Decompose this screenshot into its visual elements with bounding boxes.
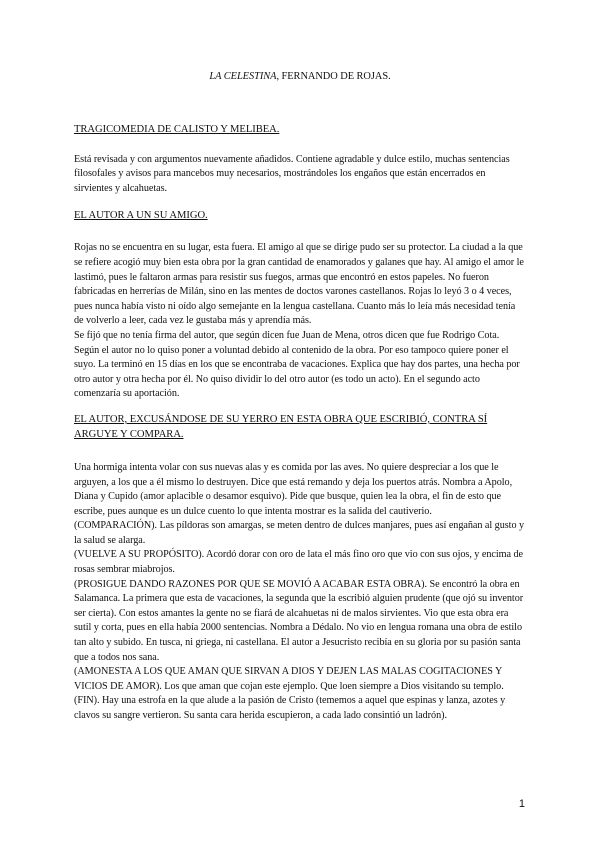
section-heading-tragicomedia: TRAGICOMEDIA DE CALISTO Y MELIBEA. [74,123,280,135]
paragraph-prosigue: (PROSIGUE DANDO RAZONES POR QUE SE MOVIÓ A ACABAR ESTA OBRA). Se encontró la obra en Salamanca. La primera que esta de vacaciones, la segunda que la escribió alguien prudente (que ojó su inventor ser cierta). Con estos amantes la gente no se fiará de alcahuetas ni de malos sirvientes. Vio que esta obra era sutil y corta, pues en ella había 2000 sentencias. Nombra a Dédalo. No vio en lengua romana una obra de estilo tan alto y subido. En tusca, ni griega, ni castellana. El autor a Jesucristo recibía en su gloria por su pasión santa que a todos nos sana. [74,578,524,663]
document-title [74,70,526,85]
paragraph-fin: (FIN). Hay una estrofa en la que alude a la pasión de Cristo (tememos a aquel que espinas y lanza, azotes y clavos su sangre vertieron. Su santa cara herida escupieron, a cada lado consintió un ladrón). [74,695,506,721]
title-rest: , FERNANDO DE ROJAS. [276,71,391,82]
paragraph-amonesta: (AMONESTA A LOS QUE AMAN QUE SIRVAN A DIOS Y DEJEN LAS MALAS COGITACIONES Y VICIOS DE AMOR). Los que aman que cojan este ejemplo. Que loen siempre a Dios visitando su templo. [74,666,504,692]
paragraph-vuelve-proposito: (VUELVE A SU PROPÓSITO). Acordó dorar con oro de lata el más fino oro que vio con sus ojos, y encima de rosas sembrar miabrojos. [74,549,523,576]
title-italic: LA CELESTINA [209,71,277,82]
section-heading-autor-amigo: EL AUTOR A UN SU AMIGO. [74,210,208,222]
paragraph-tragicomedia: Está revisada y con argumentos nuevamente añadidos. Contiene agradable y dulce estilo, muchas sentencias filosofales y avisos para mancebos muy necesarios, mostrándoles los engaños que están encerrados en sirvientes y alcahuetas. [74,153,510,194]
paragraph-excusandose-1: Una hormiga intenta volar con sus nuevas alas y es comida por las aves. No quiere despreciar a los que le arguyen, a los que a él mismo lo destruyen. Dice que está remando y deja los puertos atrás. Nombra a Apolo, Diana y Cupido (amor aplacible o desamor esquivo). Pide que busque, quien lea la obra, el fin de esto que escribe, pues aunque es un dulce cuento lo que intenta mostrar es la salida del cautiverio. [74,461,513,517]
section-heading-excusandose: EL AUTOR, EXCUSÁNDOSE DE SU YERRO EN ESTA OBRA QUE ESCRIBIÓ, CONTRA SÍ ARGUYE Y COMPARA. [74,413,488,440]
document-body [74,70,526,724]
page-number: 1 [518,798,525,810]
paragraph-autor-amigo-2: Se fijó que no tenía firma del autor, que según dicen fue Juan de Mena, otros dicen que fue Rodrigo Cota. Según el autor no lo quiso poner a voluntad debido al contenido de la obra. Por eso tampoco quiere poner el suyo. La terminó en 15 días en los que se encontraba de vacaciones. Explica que hay dos partes, una hecha por otro autor y otra hecha por él. No quiso dividir lo del otro autor (es todo un acto). En el segundo acto comenzaría su aportación. [74,329,520,400]
paragraph-comparacion: (COMPARACIÓN). Las píldoras son amargas, se meten dentro de dulces manjares, pues así engañan al gusto y la salud se alarga. [74,520,525,546]
paragraph-autor-amigo-1: Rojas no se encuentra en su lugar, esta fuera. El amigo al que se dirige pudo ser su protector. La ciudad a la que se refiere acogió muy bien esta obra por la gran cantidad de enamorados y galanes que hay. Al amigo el amor le lastimó, pues le faltaron armas para resistir sus fuegos, armas que encontró en estos papeles. No fueron fabricadas en herrerías de Milán, sino en las mentes de doctos varones castellanos. Rojas lo leyó 3 o 4 veces, pues nunca había visto ni oído algo semejante en la lengua castellana. Cuanto más lo leía más necesidad tenía de volverlo a leer, cada vez le gustaba más y aprendía más. [74,242,524,327]
